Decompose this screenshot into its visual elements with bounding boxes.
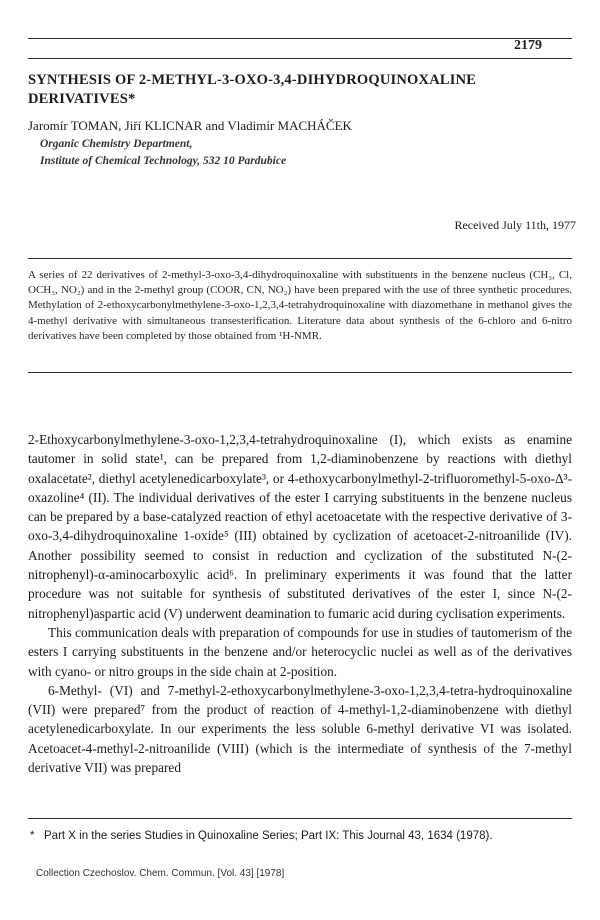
page-number: 2179 — [514, 38, 542, 53]
journal-citation: Collection Czechoslov. Chem. Commun. [Vol. 43] [1978] — [36, 868, 285, 879]
body-paragraph: This communication deals with preparation of compounds for use in studies of tautomerism of the esters I carrying substituents in the benzene and/or heterocyclic nuclei as well as of the derivatives with cyano- or nitro groups in the side chain at 2-position. — [28, 624, 572, 679]
footnote-mark: * — [30, 830, 35, 842]
body-paragraph: 6-Methyl- (VI) and 7-methyl-2-ethoxycarbonylmethylene-3-oxo-1,2,3,4-tetra-hydroquinoxaline (VII) were prepared⁷ from the product of reaction of 4-methyl-1,2-diaminobenzene with diethyl acetylenedicarboxylate. In our experiments the less soluble 6-methyl derivative VI was isolated. Acetoacet-4-methyl-2-nitroanilide (VIII) (which is the intermediate of synthesis of the 7-methyl derivative VII) was prepared — [28, 682, 572, 776]
header-rule — [28, 58, 572, 59]
top-rule — [28, 38, 572, 39]
footnote-text: Part X in the series Studies in Quinoxaline Series; Part IX: This Journal 43, 1634 (1978). — [44, 830, 493, 842]
body-paragraph: 2-Ethoxycarbonylmethylene-3-oxo-1,2,3,4-tetrahydroquinoxaline (I), which exists as enamine tautomer in solid state¹, can be prepared from 1,2-diaminobenzene by reactions with diethyl oxalacetate², diethyl acetylenedicarboxylate³, or 4-ethoxycarbonylmethyl-2-trifluoromethyl-5-oxo-Δ³-oxazoline⁴ (II). The individual derivatives of the ester I carrying substituents in the benzene nucleus can be prepared by a base-catalyzed reaction of ethyl acetoacetate with the respective derivative of 3-oxo-3,4-dihydroquinoxaline 1-oxide⁵ (III) obtained by cyclization of acetoacet-2-nitroanilide (IV). Another possibility seemed to consist in reduction and cyclization of the substituted N-(2-nitrophenyl)-α-aminocarboxylic acid⁶. In preliminary experiments it was found that the latter procedure was not suitable for synthesis of substituted derivatives of the ester I, since N-(2-nitrophenyl)aspartic acid (V) underwent deamination to fumaric acid during cyclisation experiments. — [28, 432, 572, 621]
footnote — [30, 830, 574, 842]
abstract-top-rule — [28, 258, 572, 259]
abstract: A series of 22 derivatives of 2-methyl-3-oxo-3,4-dihydroquinoxaline with substituents in the benzene nucleus (CH₃, Cl, OCH₃, NO₂) and in the 2-methyl group (COOR, CN, NO₂) have been prepared with the use of three synthetic procedures. Methylation of 2-ethoxycarbonylmethylene-3-oxo-1,2,3,4-tetrahydroquinoxaline with diazomethane in methanol gives the 4-methyl derivative with simultaneous transesterification. Literature data about synthesis of the 6-chloro and 6-nitro derivatives have been completed by those obtained from ¹H-NMR. — [28, 269, 572, 342]
affiliation-department: Organic Chemistry Department, — [40, 138, 193, 150]
footnote-rule — [28, 818, 572, 819]
affiliation-institute: Institute of Chemical Technology, 532 10 Pardubice — [40, 155, 287, 167]
author-list: Jaromír TOMAN, Jiří KLICNAR and Vladimír MACHÁČEK — [28, 118, 352, 133]
abstract-bottom-rule — [28, 372, 572, 373]
body-text — [28, 430, 572, 777]
received-date: Received July 11th, 1977 — [454, 218, 576, 232]
paper-title: SYNTHESIS OF 2-METHYL-3-OXO-3,4-DIHYDROQUINOXALINE DERIVATIVES* — [28, 72, 477, 107]
